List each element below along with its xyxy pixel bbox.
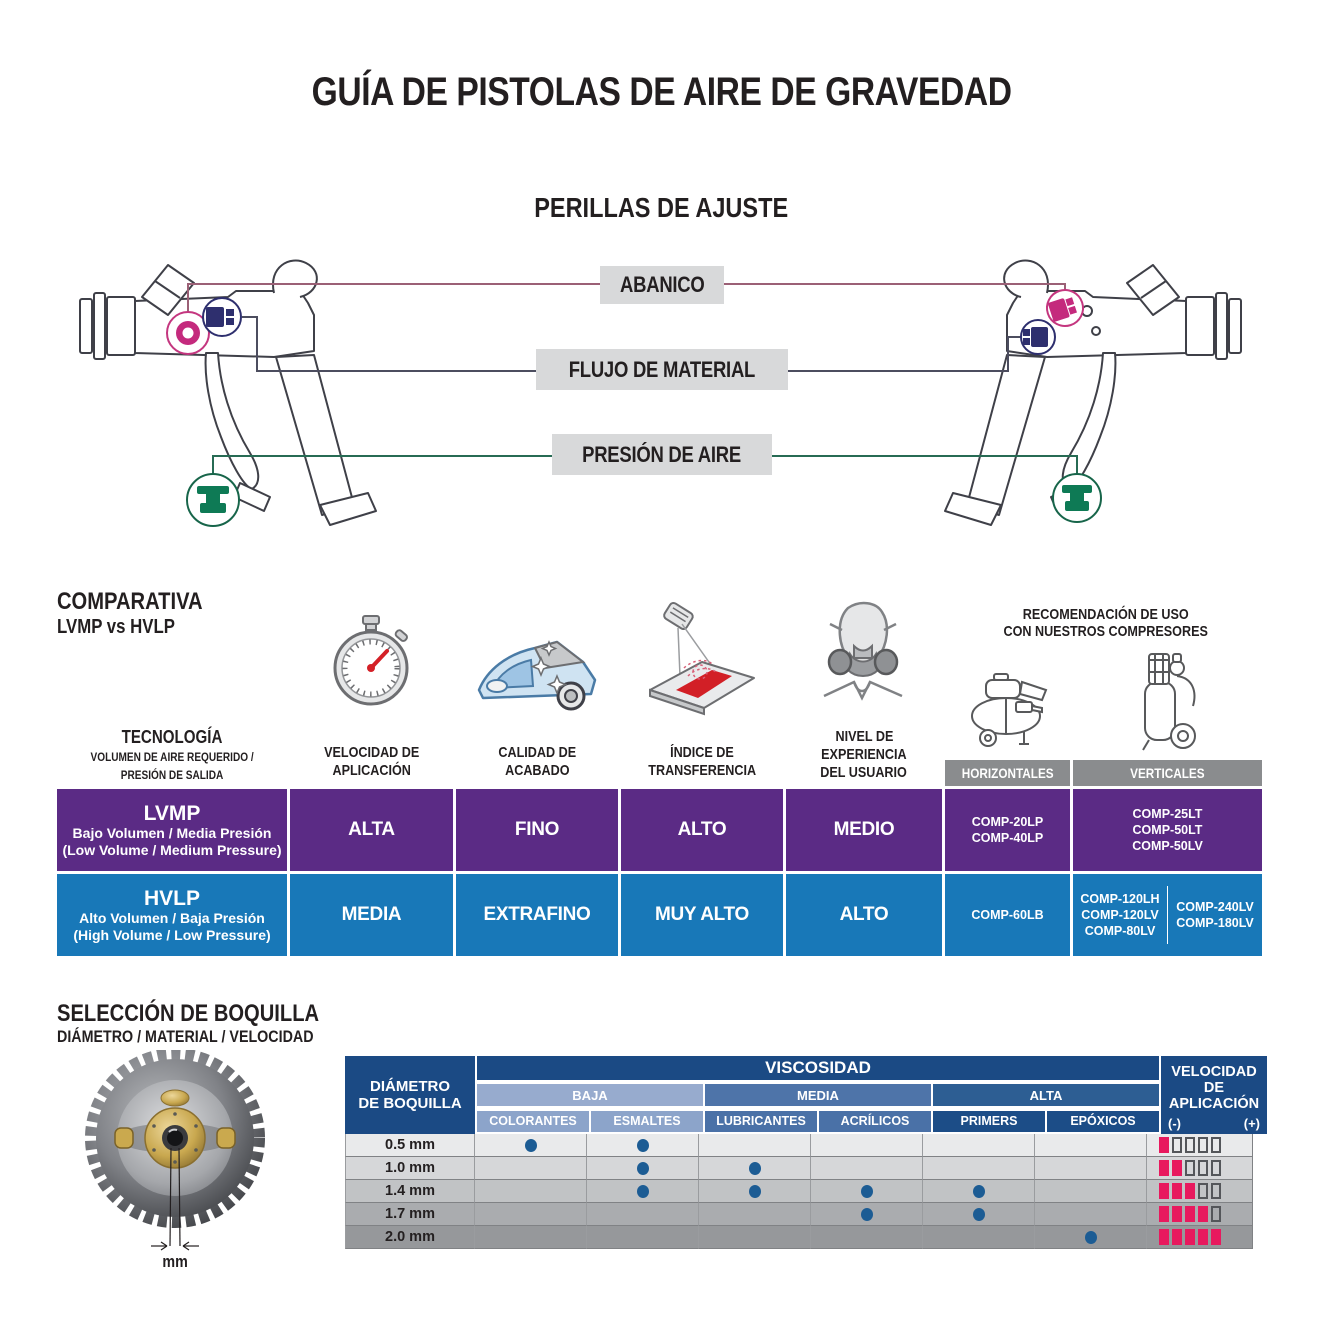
material-dot [973, 1208, 985, 1221]
comparison-rows [57, 789, 1262, 959]
speed-segment [1172, 1229, 1182, 1245]
dot-cell [1035, 1226, 1147, 1249]
diameter-value: 1.7 mm [345, 1203, 475, 1226]
pressure-knob-right [1053, 474, 1101, 522]
value-text: MUY ALTO [654, 904, 749, 925]
dot-cell [923, 1226, 1035, 1249]
vertical-compressor-icon [1143, 654, 1195, 750]
value-cell [786, 874, 942, 956]
material-header: LUBRICANTES [705, 1111, 817, 1132]
dot-cell [699, 1134, 811, 1157]
stopwatch-icon [335, 616, 408, 704]
compressor-model: COMP-50LT [1132, 823, 1203, 837]
col-header-calidad: CALIDAD DE ACABADO [498, 744, 576, 779]
comparison-row-hvlp [57, 874, 1262, 956]
speed-segment [1211, 1183, 1221, 1199]
tech-sub2: (Low Volume / Medium Pressure) [62, 841, 282, 858]
nozzle-subheading: DIÁMETRO / MATERIAL / VELOCIDAD [57, 1027, 314, 1046]
speed-segment [1185, 1183, 1195, 1199]
tier-band-baja: BAJA [477, 1084, 703, 1106]
nozzle-table [345, 1056, 1260, 1249]
speed-segment [1172, 1206, 1182, 1222]
verticales-sublist [1073, 891, 1167, 939]
tier-band-media: MEDIA [705, 1084, 931, 1106]
speed-bar-cell [1147, 1134, 1253, 1157]
speed-segment [1159, 1160, 1169, 1176]
speed-bars [1159, 1160, 1221, 1176]
dot-cell [923, 1157, 1035, 1180]
speed-header [1161, 1056, 1267, 1134]
value-cell [456, 874, 618, 956]
speed-segment [1211, 1206, 1221, 1222]
material-header: EPÓXICOS [1047, 1111, 1159, 1132]
speed-header-line: VELOCIDAD DE [1171, 1064, 1257, 1096]
knobs-section-heading: PERILLAS DE AJUSTE [534, 192, 789, 223]
material-dot [973, 1185, 985, 1198]
viscosity-header: VISCOSIDAD [477, 1056, 1159, 1080]
col-header-velocidad: VELOCIDAD DE APLICACIÓN [323, 744, 420, 779]
speed-segment [1172, 1183, 1182, 1199]
value-text: MEDIO [833, 819, 895, 840]
diameter-value: 1.0 mm [345, 1157, 475, 1180]
dot-cell [475, 1226, 587, 1249]
speed-segment [1185, 1206, 1195, 1222]
speed-segment [1159, 1206, 1169, 1222]
nozzle-aircap-image [73, 1050, 278, 1265]
material-header: PRIMERS [933, 1111, 1045, 1132]
material-dot [749, 1185, 761, 1198]
speed-bar-cell [1147, 1226, 1253, 1249]
compressor-model: COMP-25LT [1132, 807, 1203, 821]
dot-cell [587, 1134, 699, 1157]
dot-cell [587, 1226, 699, 1249]
speed-bar-cell [1147, 1180, 1253, 1203]
verticales-cell [1073, 874, 1262, 956]
diameter-value: 0.5 mm [345, 1134, 475, 1157]
pressure-leader-right [772, 456, 1077, 475]
compressor-model: COMP-180LV [1176, 916, 1254, 930]
comparison-icons [290, 596, 960, 746]
dot-cell [475, 1134, 587, 1157]
speed-segment [1198, 1206, 1208, 1222]
comparison-row-lvmp [57, 789, 1262, 871]
compressor-model: COMP-60LB [971, 908, 1044, 922]
comparison-subheading: LVMP vs HVLP [57, 616, 175, 638]
material-header: ESMALTES [591, 1111, 703, 1132]
pressure-leader-left [213, 456, 552, 475]
tech-sub2: (High Volume / Low Pressure) [73, 926, 271, 943]
value-cell [621, 874, 783, 956]
compressor-icons [945, 642, 1267, 758]
nozzle-mm-label: mm [162, 1252, 188, 1271]
compressor-model: COMP-80LV [1084, 924, 1156, 938]
material-dot [637, 1139, 649, 1152]
speed-bar-cell [1147, 1157, 1253, 1180]
dot-cell [587, 1157, 699, 1180]
speed-bars [1159, 1183, 1221, 1199]
speed-header-line: APLICACIÓN [1168, 1096, 1260, 1112]
value-cell [290, 874, 453, 956]
speed-segment [1159, 1137, 1169, 1153]
speed-segment [1159, 1183, 1169, 1199]
material-dot [1085, 1231, 1097, 1244]
horizontal-compressor-icon [972, 674, 1046, 746]
page-title: GUÍA DE PISTOLAS DE AIRE DE GRAVEDAD [311, 70, 1012, 114]
dot-cell [1035, 1180, 1147, 1203]
col-header-experiencia: NIVEL DE EXPERIENCIA DEL USUARIO [820, 728, 908, 781]
value-text: MEDIA [341, 904, 402, 925]
tech-name: HVLP [143, 886, 200, 910]
pressure-knob-left [187, 474, 239, 526]
compressor-model: COMP-120LH [1080, 892, 1160, 906]
col-header-indice: ÍNDICE DE TRANSFERENCIA [648, 744, 756, 779]
horizontales-cell [945, 874, 1070, 956]
diameter-value: 1.4 mm [345, 1180, 475, 1203]
air-pressure-label: PRESIÓN DE AIRE [552, 434, 772, 475]
value-cell [290, 789, 453, 871]
flow-knob-right [1021, 320, 1055, 354]
speed-plus-label: (+) [1243, 1116, 1260, 1131]
speed-bars [1159, 1206, 1221, 1222]
material-dot [525, 1139, 537, 1152]
compressor-model: COMP-120LV [1081, 908, 1159, 922]
dot-cell [699, 1203, 811, 1226]
dot-cell [1035, 1157, 1147, 1180]
flow-leader-right [788, 337, 1021, 371]
dot-cell [923, 1180, 1035, 1203]
material-dot [861, 1185, 873, 1198]
value-text: EXTRAFINO [483, 904, 591, 925]
nozzle-heading: SELECCIÓN DE BOQUILLA [57, 1000, 320, 1027]
speed-segment [1198, 1229, 1208, 1245]
dot-cell [1035, 1203, 1147, 1226]
dot-cell [699, 1157, 811, 1180]
dot-cell [811, 1134, 923, 1157]
tech-cell [57, 874, 287, 956]
material-dot [637, 1162, 649, 1175]
respirator-icon [824, 603, 902, 698]
compressor-model: COMP-20LP [971, 815, 1044, 829]
dot-cell [923, 1134, 1035, 1157]
material-dot [637, 1185, 649, 1198]
diameter-header: DIÁMETRO DE BOQUILLA [345, 1056, 475, 1134]
value-cell [621, 789, 783, 871]
speed-scale [1161, 1112, 1267, 1134]
dot-cell [811, 1203, 923, 1226]
material-dot [749, 1162, 761, 1175]
speed-segment [1198, 1160, 1208, 1176]
material-header: COLORANTES [477, 1111, 589, 1132]
value-cell [456, 789, 618, 871]
speed-segment [1172, 1160, 1182, 1176]
horizontales-cell [945, 789, 1070, 871]
verticales-sublist [1168, 899, 1262, 931]
dot-cell [811, 1180, 923, 1203]
dot-cell [811, 1226, 923, 1249]
dot-cell [699, 1180, 811, 1203]
verticales-cell [1073, 789, 1262, 871]
speed-segment [1159, 1229, 1169, 1245]
fan-label: ABANICO [600, 266, 724, 304]
diameter-value: 2.0 mm [345, 1226, 475, 1249]
speed-segment [1211, 1160, 1221, 1176]
tech-name: LVMP [143, 801, 201, 825]
spray-panel-icon [650, 601, 754, 714]
speed-segment [1185, 1137, 1195, 1153]
dot-cell [923, 1203, 1035, 1226]
compressor-model: COMP-240LV [1176, 900, 1254, 914]
dot-cell [475, 1157, 587, 1180]
speed-segment [1198, 1183, 1208, 1199]
horizontales-header: HORIZONTALES [945, 760, 1070, 786]
verticales-header: VERTICALES [1073, 760, 1262, 786]
material-dot [861, 1208, 873, 1221]
speed-bars [1159, 1229, 1221, 1245]
nozzle-table-body [345, 1134, 1253, 1249]
speed-segment [1172, 1137, 1182, 1153]
speed-segment [1211, 1137, 1221, 1153]
dot-cell [811, 1157, 923, 1180]
dot-cell [587, 1203, 699, 1226]
dot-cell [699, 1226, 811, 1249]
speed-bar-cell [1147, 1203, 1253, 1226]
dot-cell [587, 1180, 699, 1203]
car-icon [479, 642, 595, 709]
comparison-heading: COMPARATIVA [57, 588, 203, 615]
value-text: ALTO [677, 819, 727, 840]
tech-sub1: Alto Volumen / Baja Presión [79, 909, 265, 926]
speed-segment [1185, 1229, 1195, 1245]
speed-segment [1198, 1137, 1208, 1153]
speed-bars [1159, 1137, 1221, 1153]
speed-minus-label: (-) [1168, 1116, 1181, 1131]
speed-segment [1185, 1160, 1195, 1176]
col-header-tecnologia: TECNOLOGÍA VOLUMEN DE AIRE REQUERIDO / PRESIÓN DE SALIDA [90, 727, 254, 782]
flow-knob-left [203, 298, 241, 336]
tier-band-alta: ALTA [933, 1084, 1159, 1106]
tech-sub1: Bajo Volumen / Media Presión [72, 824, 272, 841]
dot-cell [1035, 1134, 1147, 1157]
value-text: ALTA [348, 819, 395, 840]
value-text: FINO [514, 819, 560, 840]
value-cell [786, 789, 942, 871]
value-text: ALTO [839, 904, 889, 925]
material-flow-label: FLUJO DE MATERIAL [536, 349, 788, 390]
material-header: ACRÍLICOS [819, 1111, 931, 1132]
dot-cell [475, 1180, 587, 1203]
speed-segment [1211, 1229, 1221, 1245]
recommendation-title: RECOMENDACIÓN DE USO CON NUESTROS COMPRESORES [1003, 606, 1209, 640]
compressor-model: COMP-40LP [971, 831, 1044, 845]
compressor-model: COMP-50LV [1132, 839, 1203, 853]
nozzle-table-header [345, 1056, 1260, 1134]
dot-cell [475, 1203, 587, 1226]
tech-cell [57, 789, 287, 871]
